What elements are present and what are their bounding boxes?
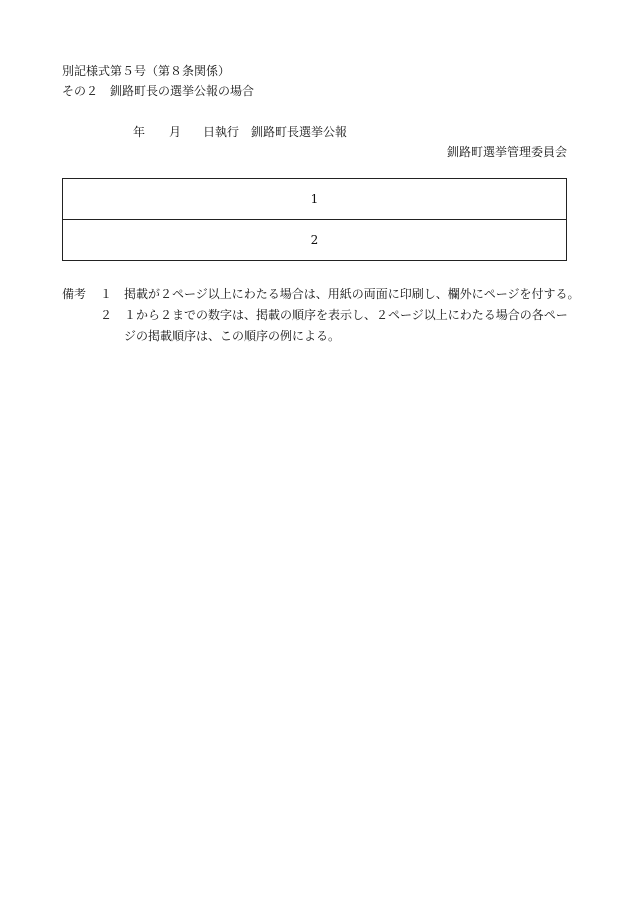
- page-order-table: [62, 178, 567, 261]
- note-number: １: [100, 287, 113, 301]
- form-subtitle: その２ 釧路町長の選挙公報の場合: [62, 84, 255, 98]
- bulletin-heading: [133, 125, 347, 139]
- month-label: 月: [169, 125, 182, 139]
- note-number: ２: [100, 308, 113, 322]
- note-item-1: [62, 284, 580, 305]
- year-label: 年: [133, 125, 146, 139]
- day-label: 日執行: [203, 125, 240, 139]
- page-number: 1: [310, 192, 319, 206]
- notes-label: 備考: [62, 287, 87, 301]
- notes-section: [62, 284, 580, 347]
- note-text: 掲載が２ページ以上にわたる場合は、用紙の両面に印刷し、欄外にページを付する。: [124, 287, 580, 301]
- page-row-1: [63, 179, 566, 219]
- page-number: 2: [310, 233, 319, 247]
- form-number: 別記様式第５号（第８条関係）: [62, 64, 231, 78]
- note-item-2: [62, 305, 572, 347]
- note-text: １から２までの数字は、掲載の順序を表示し、２ページ以上にわたる場合の各ページの掲載順序は、この順序の例による。: [124, 308, 568, 343]
- bulletin-title: 釧路町長選挙公報: [251, 125, 348, 139]
- committee-name: 釧路町選挙管理委員会: [446, 145, 567, 159]
- page-row-2: [63, 219, 566, 260]
